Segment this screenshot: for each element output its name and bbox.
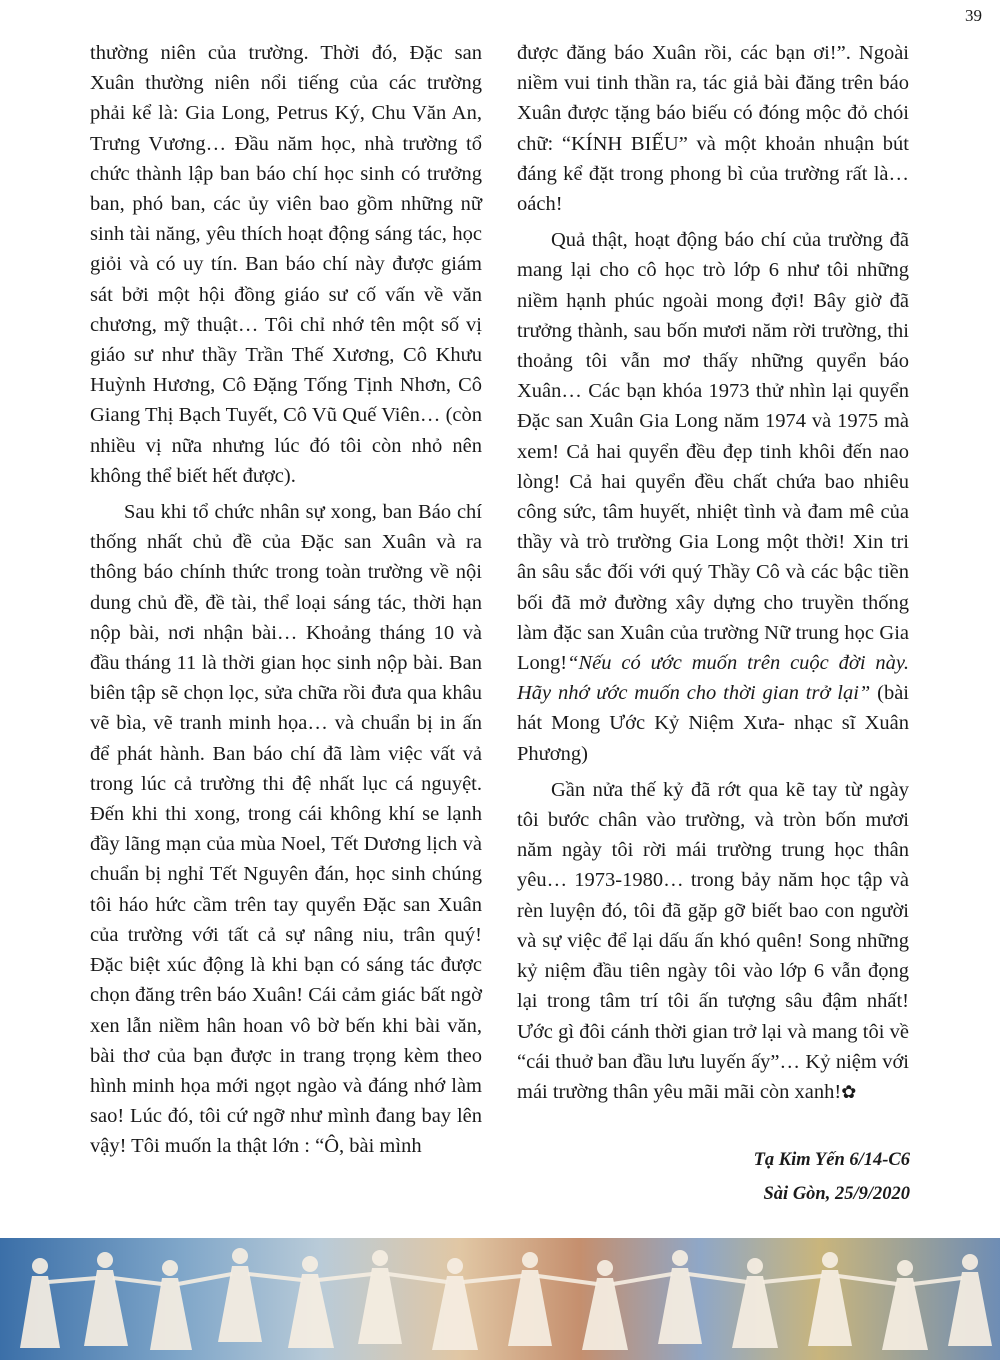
place-date: Sài Gòn, 25/9/2020	[763, 1184, 910, 1204]
article-column-left	[90, 38, 482, 1162]
paragraph-text: Gần nửa thế kỷ đã rớt qua kẽ tay từ ngày tôi bước chân vào trường, và tròn bốn mươi năm ngày tôi rời mái trường trung học thân yêu… 1973-1980… trong bảy năm học tập và rèn luyện đó, tôi đã gặp gỡ biết bao con người và sự việc để lại dấu ấn khó quên! Song những kỷ niệm đầu tiên ngày tôi vào lớp 6 vẫn đọng lại trong tâm trí tôi ấn tượng sâu đậm nhất! Ước gì đôi cánh thời gian trở lại và mang tôi về “cái thuở ban đầu lưu luyến ấy”… Kỷ niệm với mái trường thân yêu mãi mãi còn xanh!	[517, 778, 909, 1103]
song-quote: “Nếu có ước muốn trên cuộc đời này. Hãy nhớ ước muốn cho thời gian trở lại”	[517, 652, 909, 705]
flower-ornament-icon: ✿	[841, 1081, 857, 1102]
paragraph	[517, 225, 909, 769]
paragraph	[517, 775, 909, 1107]
paragraph-text: Quả thật, hoạt động báo chí của trường đã mang lại cho cô học trò lớp 6 như tôi những niềm hạnh phúc ngoài mong đợi! Bây giờ đã trưởng thành, sau bốn mươi năm rời trường, thi thoảng tôi vẫn mơ thấy những quyển báo Xuân… Các bạn khóa 1973 thử nhìn lại quyển Đặc san Xuân Gia Long năm 1974 và 1975 mà xem! Cả hai quyển đều đẹp tinh khôi đến nao lòng! Cả hai quyển đều chất chứa bao nhiêu công sức, tâm huyết, nhiệt tình và đam mê của thầy và trò trường Gia Long một thời! Xin tri ân sâu sắc đối với quý Thầy Cô và các bậc tiền bối đã mở đường xây dựng cho truyền thống làm đặc san Xuân của trường Nữ trung học Gia Long!	[517, 229, 909, 675]
article-column-right	[517, 38, 909, 1107]
paragraph: thường niên của trường. Thời đó, Đặc san Xuân thường niên nổi tiếng của các trường phải kể là: Gia Long, Petrus Ký, Chu Văn An, Trưng Vương… Đầu năm học, nhà trường tổ chức thành lập ban báo chí học sinh có trưởng ban, phó ban, các ủy viên bao gồm những nữ sinh tài năng, yêu thích hoạt động sáng tác, học giỏi và có uy tín. Ban báo chí này được giám sát bởi một hội đồng giáo sư cố vấn về văn chương, mỹ thuật… Tôi chỉ nhớ tên một số vị giáo sư như thầy Trần Thế Xương, Cô Khưu Huỳnh Hương, Cô Đặng Tống Tịnh Nhơn, Cô Giang Thị Bạch Tuyết, Cô Vũ Quế Viên… (còn nhiều vị nữa nhưng lúc đó tôi còn nhỏ nên không thể biết hết được).	[90, 42, 482, 487]
dancers-illustration	[0, 1238, 1000, 1360]
song-credit: (bài hát Mong Ước Kỷ Niệm Xưa- nhạc sĩ Xuân Phương)	[517, 682, 909, 765]
paragraph: Sau khi tổ chức nhân sự xong, ban Báo chí thống nhất chủ đề của Đặc san Xuân và ra thông báo chính thức trong toàn trường về nội dung chủ đề, đề tài, thể loại sáng tác, thời hạn nộp bài, nơi nhận bài… Khoảng tháng 10 và đầu tháng 11 là thời gian học sinh nộp bài. Ban biên tập sẽ chọn lọc, sửa chữa rồi đưa qua khâu vẽ bìa, vẽ tranh minh họa… và chuẩn bị in ấn để phát hành. Ban báo chí đã làm việc vất vả trong lúc cả trường thi đệ nhất lục cá nguyệt. Đến khi thi xong, trong cái không khí se lạnh đầy lãng mạn của mùa Noel, Tết Dương lịch và chuẩn bị nghỉ Tết Nguyên đán, học sinh chúng tôi háo hức cầm trên tay quyển Đặc san Xuân của trường với tất cả sự nâng niu, trân quý! Đặc biệt xúc động là khi bạn có sáng tác được chọn đăng trên báo Xuân! Cái cảm giác bất ngờ xen lẫn niềm hân hoan vô bờ bến khi bài văn, bài thơ của bạn được in trang trọng kèm theo hình minh họa mới ngọt ngào và đáng nhớ làm sao! Lúc đó, tôi cứ ngỡ như mình đang bay lên vậy! Tôi muốn la thật lớn : “Ô, bài mình	[90, 501, 482, 1158]
page-number: 39	[965, 6, 982, 25]
paragraph: được đăng báo Xuân rồi, các bạn ơi!”. Ngoài niềm vui tinh thần ra, tác giả bài đăng trên báo Xuân được tặng báo biếu có đóng mộc đỏ chói chữ: “KÍNH BIẾU” và một khoản nhuận bút đáng kể đặt trong phong bì của trường rất là… oách!	[517, 42, 909, 216]
decorative-dancers-banner	[0, 1238, 1000, 1360]
author-signature: Tạ Kim Yến 6/14-C6	[753, 1150, 910, 1170]
